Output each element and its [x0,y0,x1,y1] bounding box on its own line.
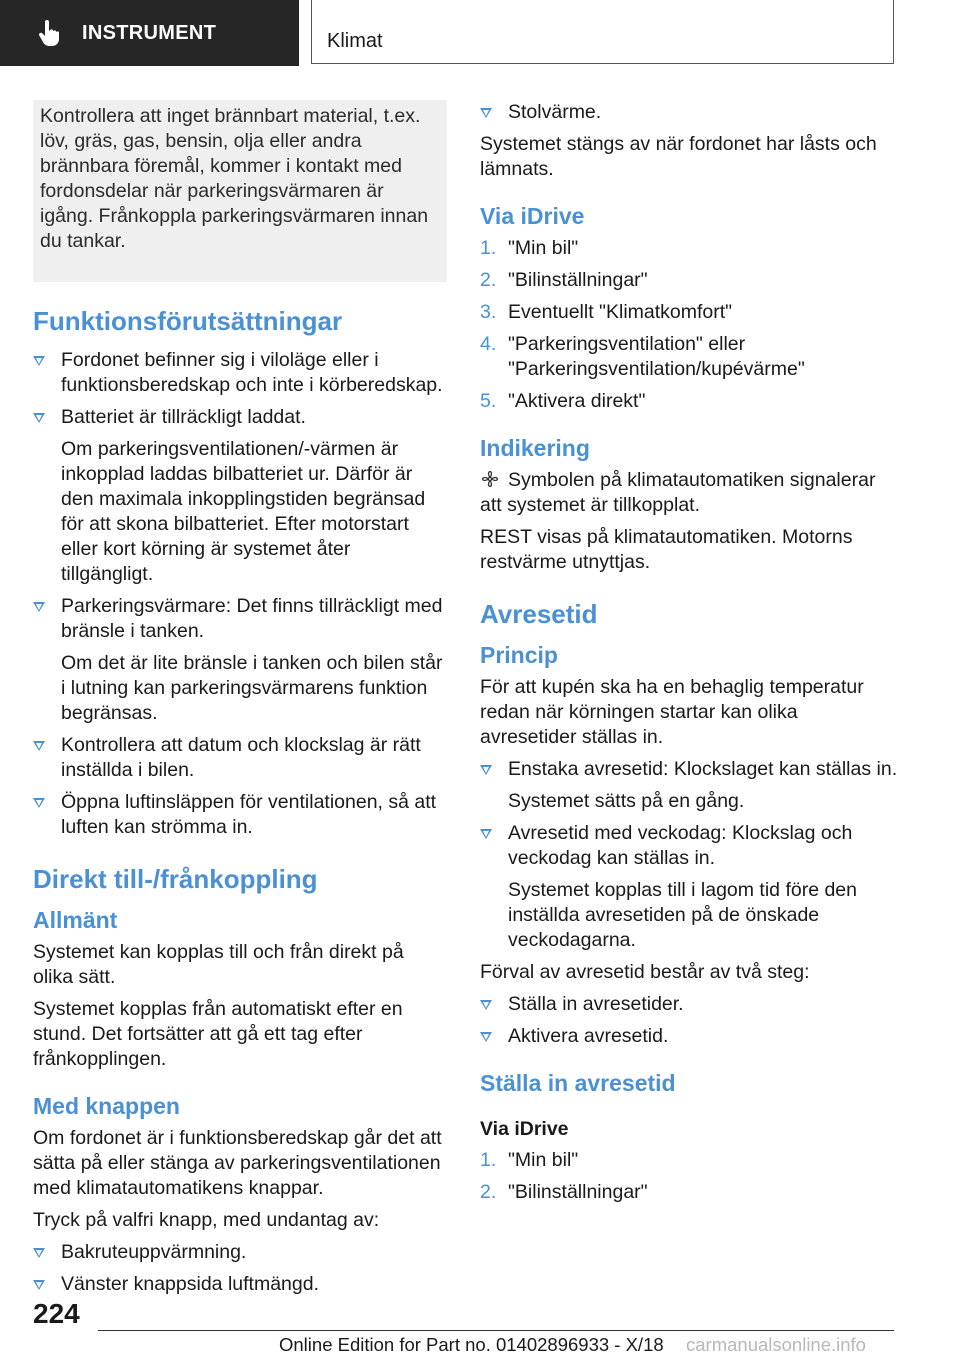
triangle-bullet-icon [480,108,492,118]
subheading-via-idrive: Via iDrive [480,1118,569,1140]
paragraph: Symbolen på klimatautomatiken signalerar att systemet är tillkopplat. [480,469,876,516]
list-item: 2. "Bilinställningar" [480,1181,648,1203]
list-item-note: Om det är lite bränsle i tanken och bilen står i lutning kan parkeringsvärmarens funktion begränsas. [61,652,443,724]
paragraph: REST visas på klimatautomatiken. Motorns restvärme utnyttjas. [480,526,853,573]
triangle-bullet-icon [480,1032,492,1042]
triangle-bullet-icon [480,829,492,839]
heading-prerequisites: Funktionsförutsättningar [33,306,343,336]
triangle-bullet-icon [33,413,45,423]
triangle-bullet-icon [33,602,45,612]
exception-list [33,1240,447,1297]
list-item: Parkeringsvärmare: Det finns tillräckligt med bränsle i tanken. Om det är lite bränsle i tanken och bilen står i lutning kan parkeringsvärmarens funktion begränsas. [33,594,447,726]
list-item: Fordonet befinner sig i viloläge eller i funktionsberedskap och inte i körberedskap. [33,348,447,398]
list-item: 4. "Parkeringsventilation" eller "Parkeringsventilation/kupévärme" [480,333,805,380]
warning-box: Kontrollera att inget brännbart material, t.ex. löv, gräs, gas, bensin, olja eller andra brännbara föremål, kommer i kontakt med fordonsdelar när parkeringsvärmaren är igång. Frånkoppla parkeringsvärmaren innan du tankar. [33,100,447,282]
list-item: Bakruteuppvärmning. [33,1240,447,1265]
heading-general: Allmänt [33,907,118,933]
list-item: Stolvärme. [480,100,898,125]
paragraph: Tryck på valfri knapp, med undantag av: [33,1209,380,1231]
paragraph: Förval av avresetid består av två steg: [480,961,810,983]
list-item: Aktivera avresetid. [480,1024,898,1049]
heading-with-button: Med knappen [33,1093,180,1119]
heading-via-idrive: Via iDrive [480,203,585,229]
chapter-title: Klimat [327,30,383,52]
list-item: Ställa in avresetider. [480,992,898,1017]
departure-types-list [480,757,898,953]
triangle-bullet-icon [33,1248,45,1258]
triangle-bullet-icon [33,1280,45,1290]
list-item-note: Systemet kopplas till i lagom tid före den inställda avresetiden på de önskade veckodagarna. [508,879,858,951]
triangle-bullet-icon [33,741,45,751]
list-item: Vänster knappsida luftmängd. [33,1272,447,1297]
exception-list-continued [480,100,898,125]
ventilation-fan-icon [480,469,500,489]
list-item-note: Systemet sätts på en gång. [508,790,745,812]
list-item: 3. Eventuellt "Klimatkomfort" [480,301,733,323]
triangle-bullet-icon [33,798,45,808]
list-item: 2. "Bilinställningar" [480,269,648,291]
right-column [480,100,898,1212]
set-departure-steps [480,1148,898,1205]
preset-steps-list [480,992,898,1049]
watermark-text: carmanualsonline.info [686,1334,866,1355]
paragraph: Om fordonet är i funktionsberedskap går det att sätta på eller stänga av parkeringsventilationen med klimatautomatikens knappar. [33,1127,442,1199]
triangle-bullet-icon [33,356,45,366]
heading-direct-switching: Direkt till-/frånkoppling [33,864,318,894]
paragraph: Systemet kan kopplas till och från direkt på olika sätt. [33,941,404,988]
list-item: 5. "Aktivera direkt" [480,390,646,412]
paragraph: Systemet stängs av när fordonet har låsts och lämnats. [480,133,877,180]
idrive-steps [480,236,898,414]
triangle-bullet-icon [480,765,492,775]
page-number: 224 [33,1298,80,1329]
hand-pointer-icon [36,18,66,48]
edition-text: Online Edition for Part no. 01402896933 - X/18 [279,1334,664,1355]
footer-divider [98,1330,894,1331]
list-item: Batteriet är tillräckligt laddat. Om parkeringsventilationen/-värmen är inkopplad laddas bilbatteriet ur. Därför är den maximala inkopplingstiden begränsad för att skona bilbatteriet. Efter motorstart eller kort körning är systemet åter tillgängligt. [33,405,447,587]
list-item: Kontrollera att datum och klockslag är rätt inställda i bilen. [33,733,447,783]
heading-indication: Indikering [480,435,590,461]
page-header [0,0,960,66]
left-column [33,100,447,1304]
heading-principle: Princip [480,642,558,668]
triangle-bullet-icon [480,1000,492,1010]
list-item-note: Om parkeringsventilationen/-värmen är inkopplad laddas bilbatteriet ur. Därför är den maximala inkopplingstiden begränsad för att skona bilbatteriet. Efter motorstart eller kort körning är systemet åter tillgängligt. [61,438,426,585]
list-item: Avresetid med veckodag: Klockslag och veckodag kan ställas in. Systemet kopplas till i lagom tid före den inställda avresetiden på de önskade veckodagarna. [480,821,898,953]
list-item: Öppna luftinsläppen för ventilationen, så att luften kan strömma in. [33,790,447,840]
chapter-tab [311,0,894,64]
heading-departure-time: Avresetid [480,599,598,629]
paragraph: Systemet kopplas från automatiskt efter en stund. Det fortsätter att gå ett tag efter frånkopplingen. [33,998,403,1070]
list-item: 1. "Min bil" [480,1149,579,1171]
paragraph: För att kupén ska ha en behaglig temperatur redan när körningen startar kan olika avresetider ställas in. [480,676,864,748]
heading-set-departure-time: Ställa in avresetid [480,1070,676,1096]
prerequisites-list [33,348,447,840]
section-tab [0,0,299,66]
section-title: INSTRUMENT [82,21,217,44]
list-item: Enstaka avresetid: Klockslaget kan ställas in. Systemet sätts på en gång. [480,757,898,814]
list-item: 1. "Min bil" [480,237,579,259]
